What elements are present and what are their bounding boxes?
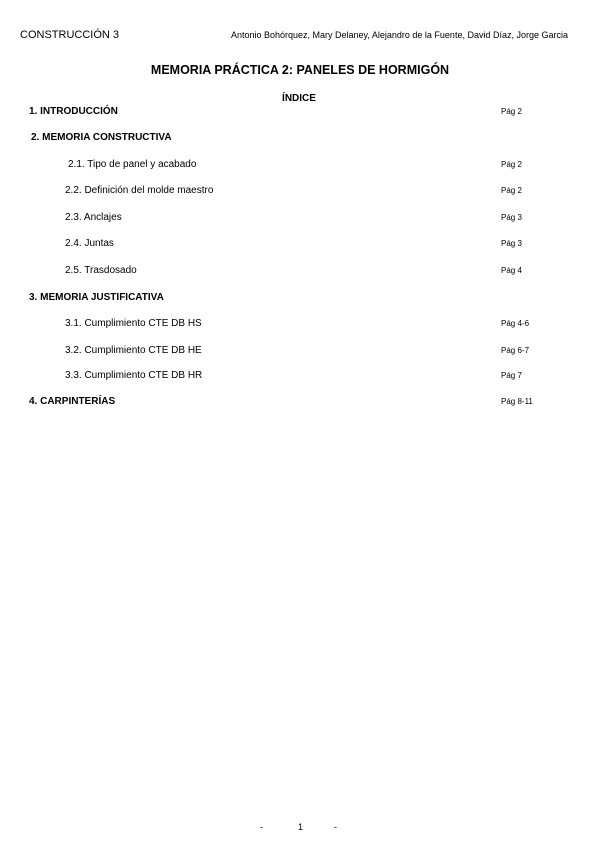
toc-entry-page: Pág 6-7 <box>501 346 530 355</box>
toc-entry-2-1 <box>0 159 600 173</box>
footer-dash-left: - <box>260 822 263 832</box>
index-heading: ÍNDICE <box>282 93 316 104</box>
toc-entry-label: 3.3. Cumplimiento CTE DB HR <box>65 370 203 381</box>
toc-entry-3-1 <box>0 318 600 332</box>
toc-entry-3-3 <box>0 370 600 384</box>
toc-entry-label: 2.1. Tipo de panel y acabado <box>68 159 197 170</box>
toc-entry-label: 2.2. Definición del molde maestro <box>65 185 214 196</box>
toc-entry-label: 3.1. Cumplimiento CTE DB HS <box>65 318 202 329</box>
toc-entry-label: 3. MEMORIA JUSTIFICATIVA <box>29 292 164 303</box>
document-title: MEMORIA PRÁCTICA 2: PANELES DE HORMIGÓN <box>150 63 450 77</box>
toc-entry-2-3 <box>0 212 600 226</box>
toc-entry-label: 2.3. Anclajes <box>65 212 122 223</box>
toc-entry-page: Pág 7 <box>501 371 522 380</box>
toc-entry-2-5 <box>0 265 600 279</box>
page-number: 1 <box>298 822 304 832</box>
toc-entry-page: Pág 8-11 <box>501 397 533 406</box>
toc-entry-page: Pág 4-6 <box>501 319 530 328</box>
toc-entry-2-4 <box>0 238 600 252</box>
toc-entry-label: 1. INTRODUCCIÓN <box>29 106 118 117</box>
authors-header: Antonio Bohórquez, Mary Delaney, Alejandro de la Fuente, David Díaz, Jorge Garcia <box>230 30 568 40</box>
toc-entry-label: 3.2. Cumplimiento CTE DB HE <box>65 345 202 356</box>
toc-entry-page: Pág 2 <box>501 160 522 169</box>
toc-entry-page: Pág 2 <box>501 107 522 116</box>
toc-entry-page: Pág 4 <box>501 266 522 275</box>
toc-entry-2-2 <box>0 185 600 199</box>
toc-entry-introduccion <box>0 106 600 120</box>
toc-entry-page: Pág 3 <box>501 213 522 222</box>
toc-entry-label: 2.4. Juntas <box>65 238 114 249</box>
toc-entry-page: Pág 2 <box>501 186 522 195</box>
toc-entry-label: 4. CARPINTERÍAS <box>29 396 116 407</box>
course-header: CONSTRUCCIÓN 3 <box>20 29 120 41</box>
toc-entry-memoria-constructiva <box>0 132 600 146</box>
toc-entry-label: 2. MEMORIA CONSTRUCTIVA <box>31 132 172 143</box>
toc-entry-page: Pág 3 <box>501 239 522 248</box>
toc-entry-memoria-justificativa <box>0 292 600 306</box>
toc-entry-carpinterias <box>0 396 600 410</box>
toc-entry-3-2 <box>0 345 600 359</box>
footer-dash-right: - <box>334 822 337 832</box>
toc-entry-label: 2.5. Trasdosado <box>65 265 137 276</box>
